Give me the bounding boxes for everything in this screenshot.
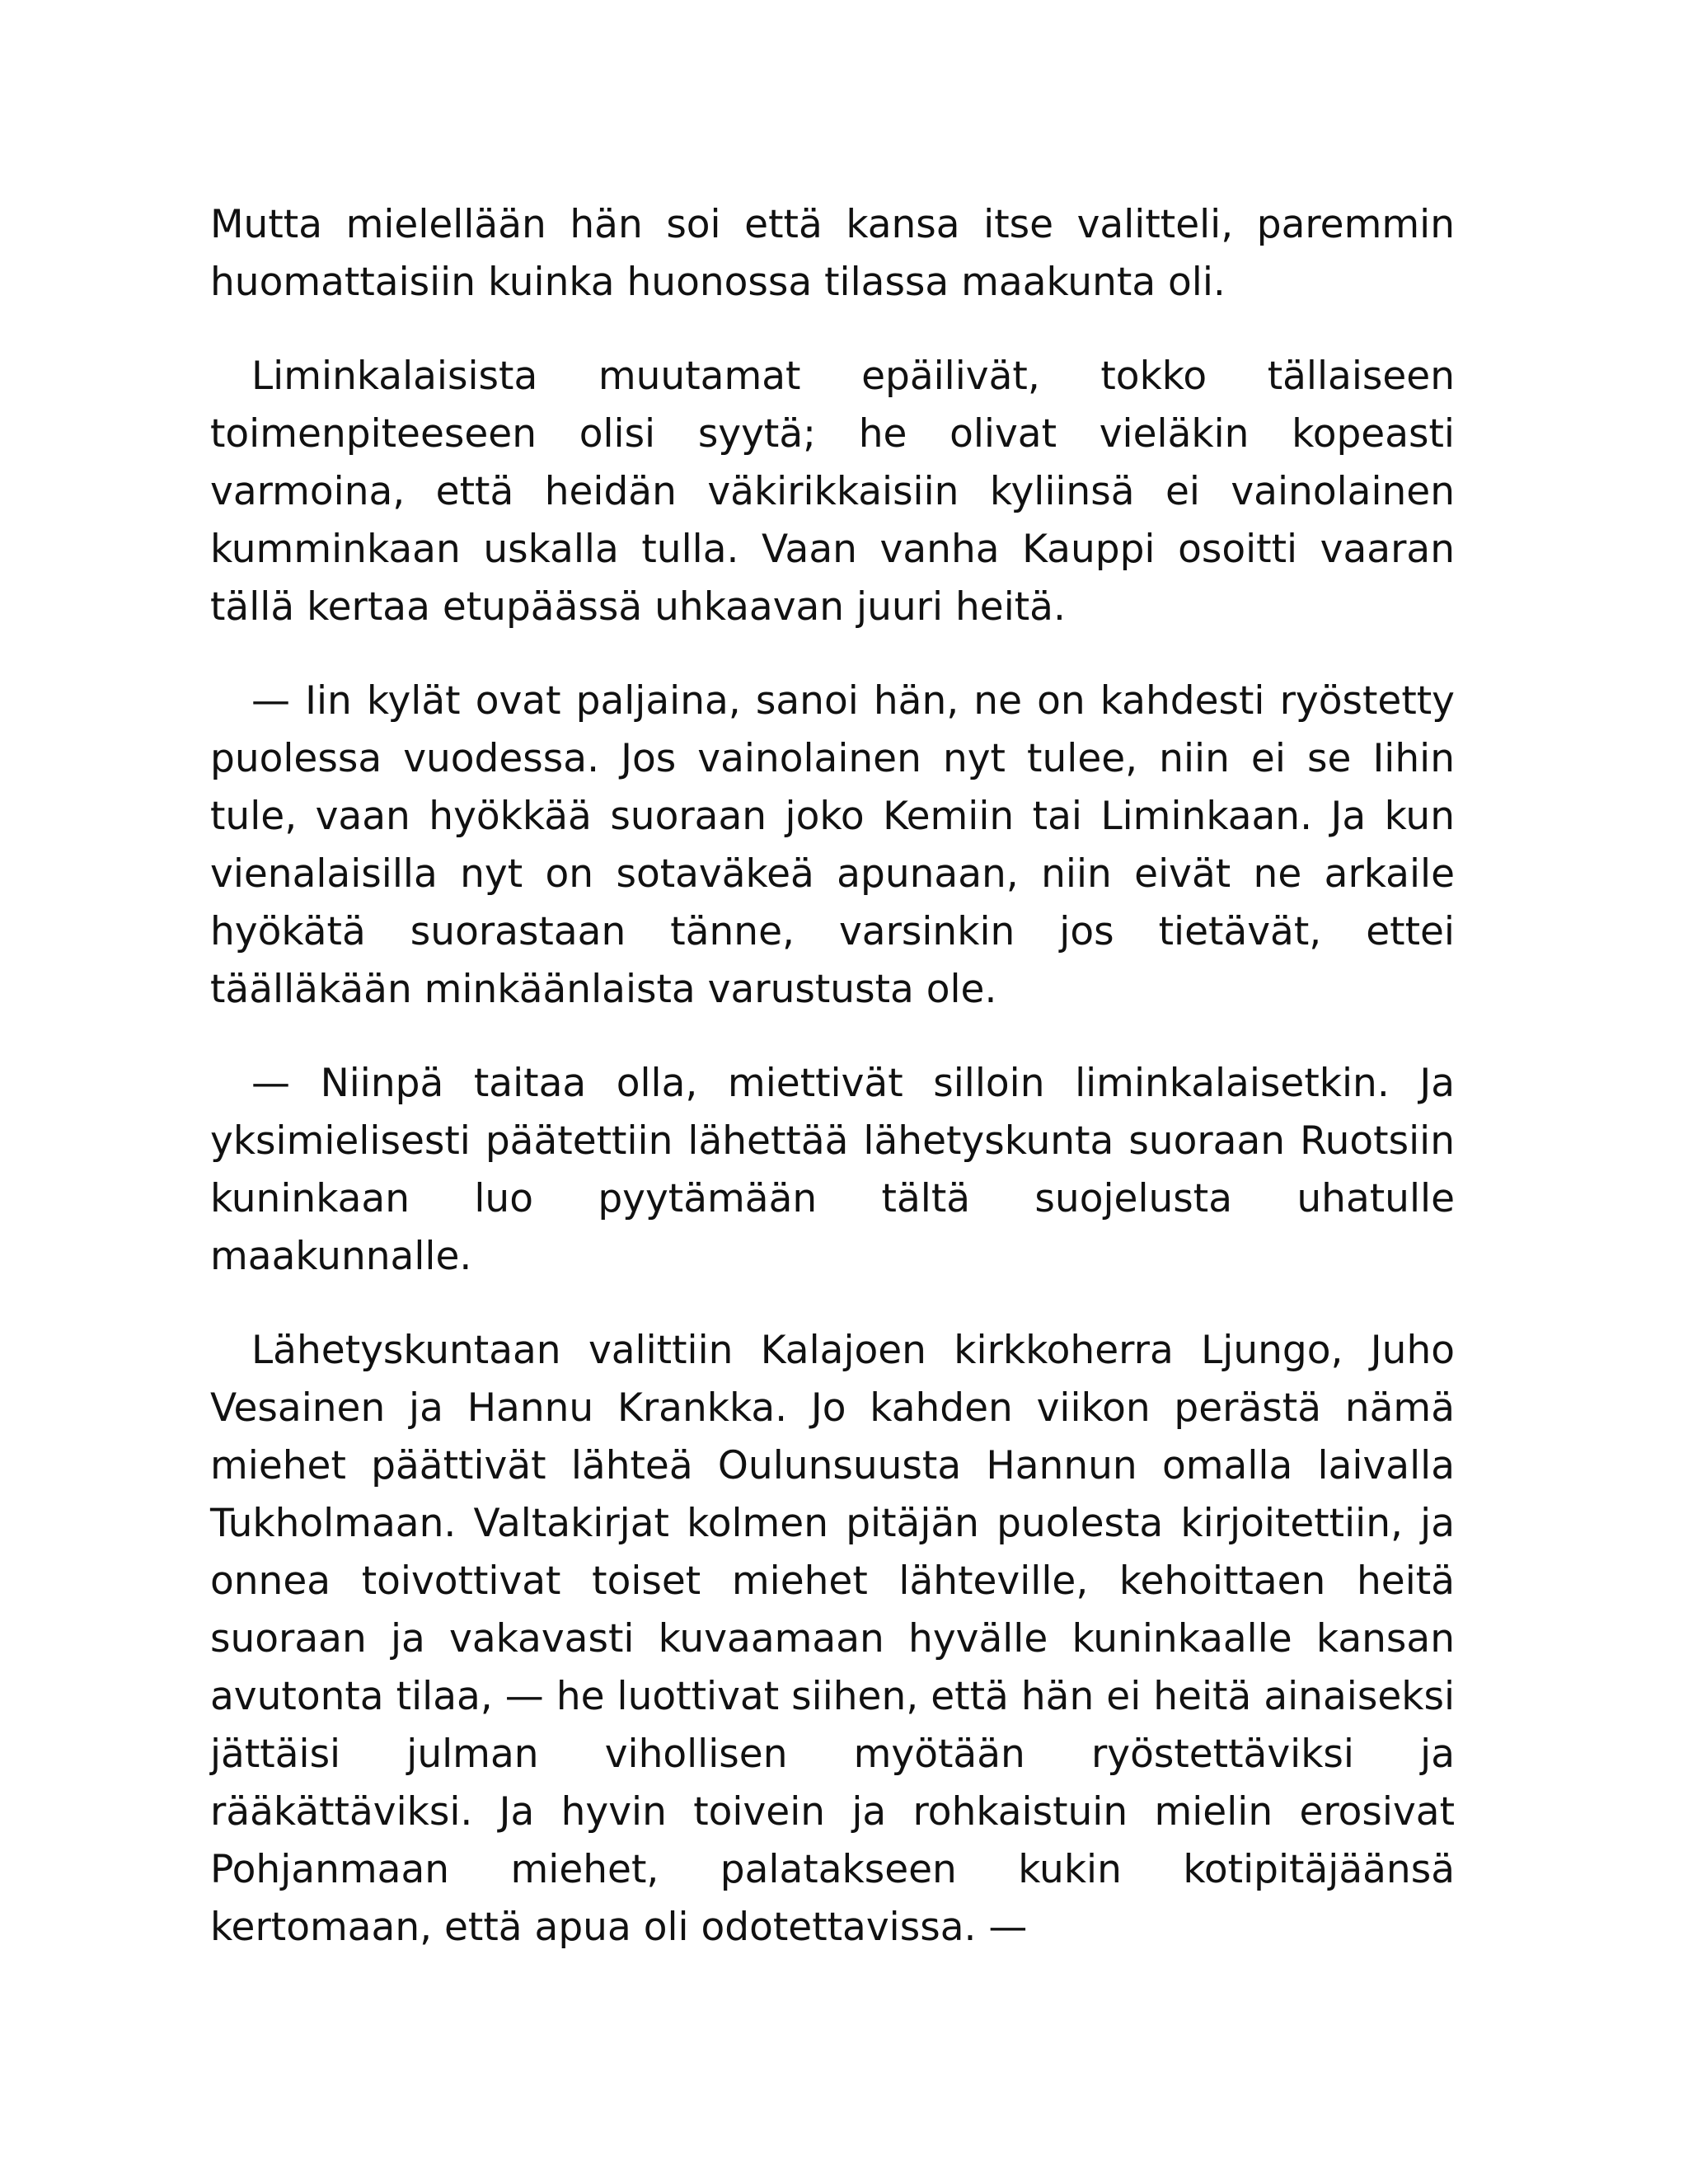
paragraph: Lähetyskuntaan valittiin Kalajoen kirkkoherra Ljungo, Juho Vesainen ja Hannu Krankka. Jo kahden viikon perästä nämä miehet päättivät lähteä Oulunsuusta Hannun omalla laivalla Tukholmaan. Valtakirjat kolmen pitäjän puolesta kirjoitettiin, ja onnea toivottivat toiset miehet lähteville, kehoittaen heitä suoraan ja vakavasti kuvaamaan hyvälle kuninkaalle kansan avutonta tilaa, — he luottivat siihen, että hän ei heitä ainaiseksi jättäisi julman vihollisen myötään ryöstettäviksi ja rääkättäviksi. Ja hyvin toivein ja rohkaistuin mielin erosivat Pohjanmaan miehet, palatakseen kukin kotipitäjäänsä kertomaan, että apua oli odotettavissa. — (210, 1328, 1455, 1950)
paragraph: Mutta mielellään hän soi että kansa itse valitteli, paremmin huomattaisiin kuinka huonossa tilassa maakunta oli. (210, 202, 1455, 305)
paragraph: — Iin kylät ovat paljaina, sanoi hän, ne on kahdesti ryöstetty puolessa vuodessa. Jos vainolainen nyt tulee, niin ei se Iihin tule, vaan hyökkää suoraan joko Kemiin tai Liminkaan. Ja kun vienalaisilla nyt on sotaväkeä apunaan, niin eivät ne arkaile hyökätä suorastaan tänne, varsinkin jos tietävät, ettei täälläkään minkäänlaista varustusta ole. (210, 678, 1455, 1012)
paragraph: — Niinpä taitaa olla, miettivät silloin liminkalaisetkin. Ja yksimielisesti päätettiin lähettää lähetyskunta suoraan Ruotsiin kuninkaan luo pyytämään tältä suojelusta uhatulle maakunnalle. (210, 1061, 1455, 1279)
book-page (210, 196, 1455, 1993)
paragraph: Liminkalaisista muutamat epäilivät, tokko tällaiseen toimenpiteeseen olisi syytä; he olivat vieläkin kopeasti varmoina, että heidän väkirikkaisiin kyliinsä ei vainolainen kumminkaan uskalla tulla. Vaan vanha Kauppi osoitti vaaran tällä kertaa etupäässä uhkaavan juuri heitä. (210, 354, 1455, 630)
